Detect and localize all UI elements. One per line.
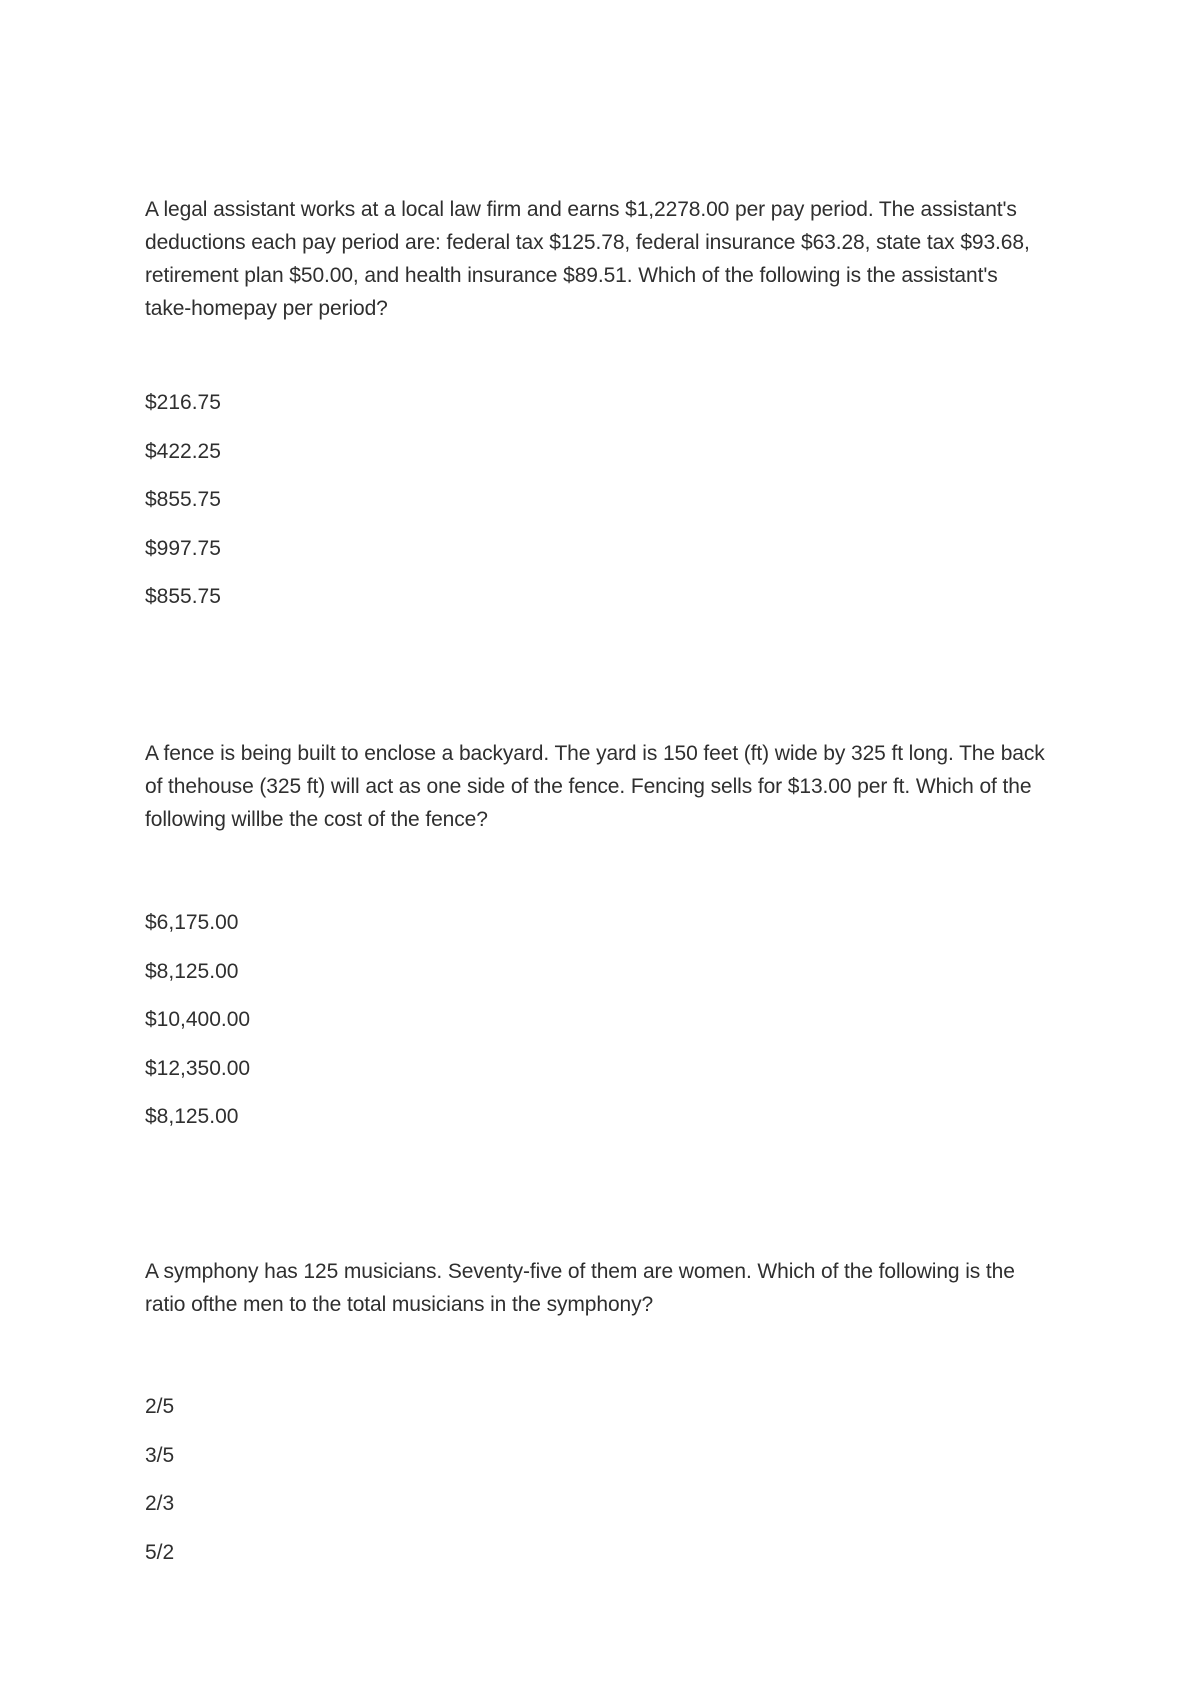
answer-option: $6,175.00 <box>145 911 239 934</box>
answer-option: 2/3 <box>145 1492 175 1515</box>
answer-option: $855.75 <box>145 585 221 608</box>
answer-options <box>145 389 221 632</box>
answer-option: 2/5 <box>145 1395 175 1418</box>
answer-option: $422.25 <box>145 439 221 463</box>
question-text: A legal assistant works at a local law firm and earns $1,2278.00 per pay period. The assistant's deductions each pay period are: federal tax $125.78, federal insurance $63.28, state tax $93.68, retirement plan $50.00, and health insurance $89.51. Which of the following is the assistant's take-homepay per period? <box>145 198 1030 320</box>
answer-option: $12,350.00 <box>145 1056 251 1080</box>
answer-options <box>145 1393 174 1587</box>
question-2 <box>145 737 1045 1128</box>
answer-option: 3/5 <box>145 1443 175 1467</box>
answer-option: $216.75 <box>145 391 221 414</box>
answer-option: $997.75 <box>145 536 221 560</box>
answer-option: $8,125.00 <box>145 959 239 983</box>
answer-option: 5/2 <box>145 1540 175 1564</box>
answer-option: $10,400.00 <box>145 1008 251 1031</box>
question-text: A fence is being built to enclose a backyard. The yard is 150 feet (ft) wide by 325 ft long. The back of thehouse (325 ft) will act as one side of the fence. Fencing sells for $13.00 per ft. Which of the following willbe the cost of the fence? <box>145 742 1045 831</box>
question-1 <box>145 193 1045 608</box>
answer-option: $855.75 <box>145 488 221 511</box>
answer-option: $8,125.00 <box>145 1105 239 1128</box>
question-text: A symphony has 125 musicians. Seventy-five of them are women. Which of the following is the ratio ofthe men to the total musicians in the symphony? <box>145 1260 1015 1316</box>
question-3 <box>145 1255 1045 1564</box>
answer-options <box>145 909 250 1152</box>
